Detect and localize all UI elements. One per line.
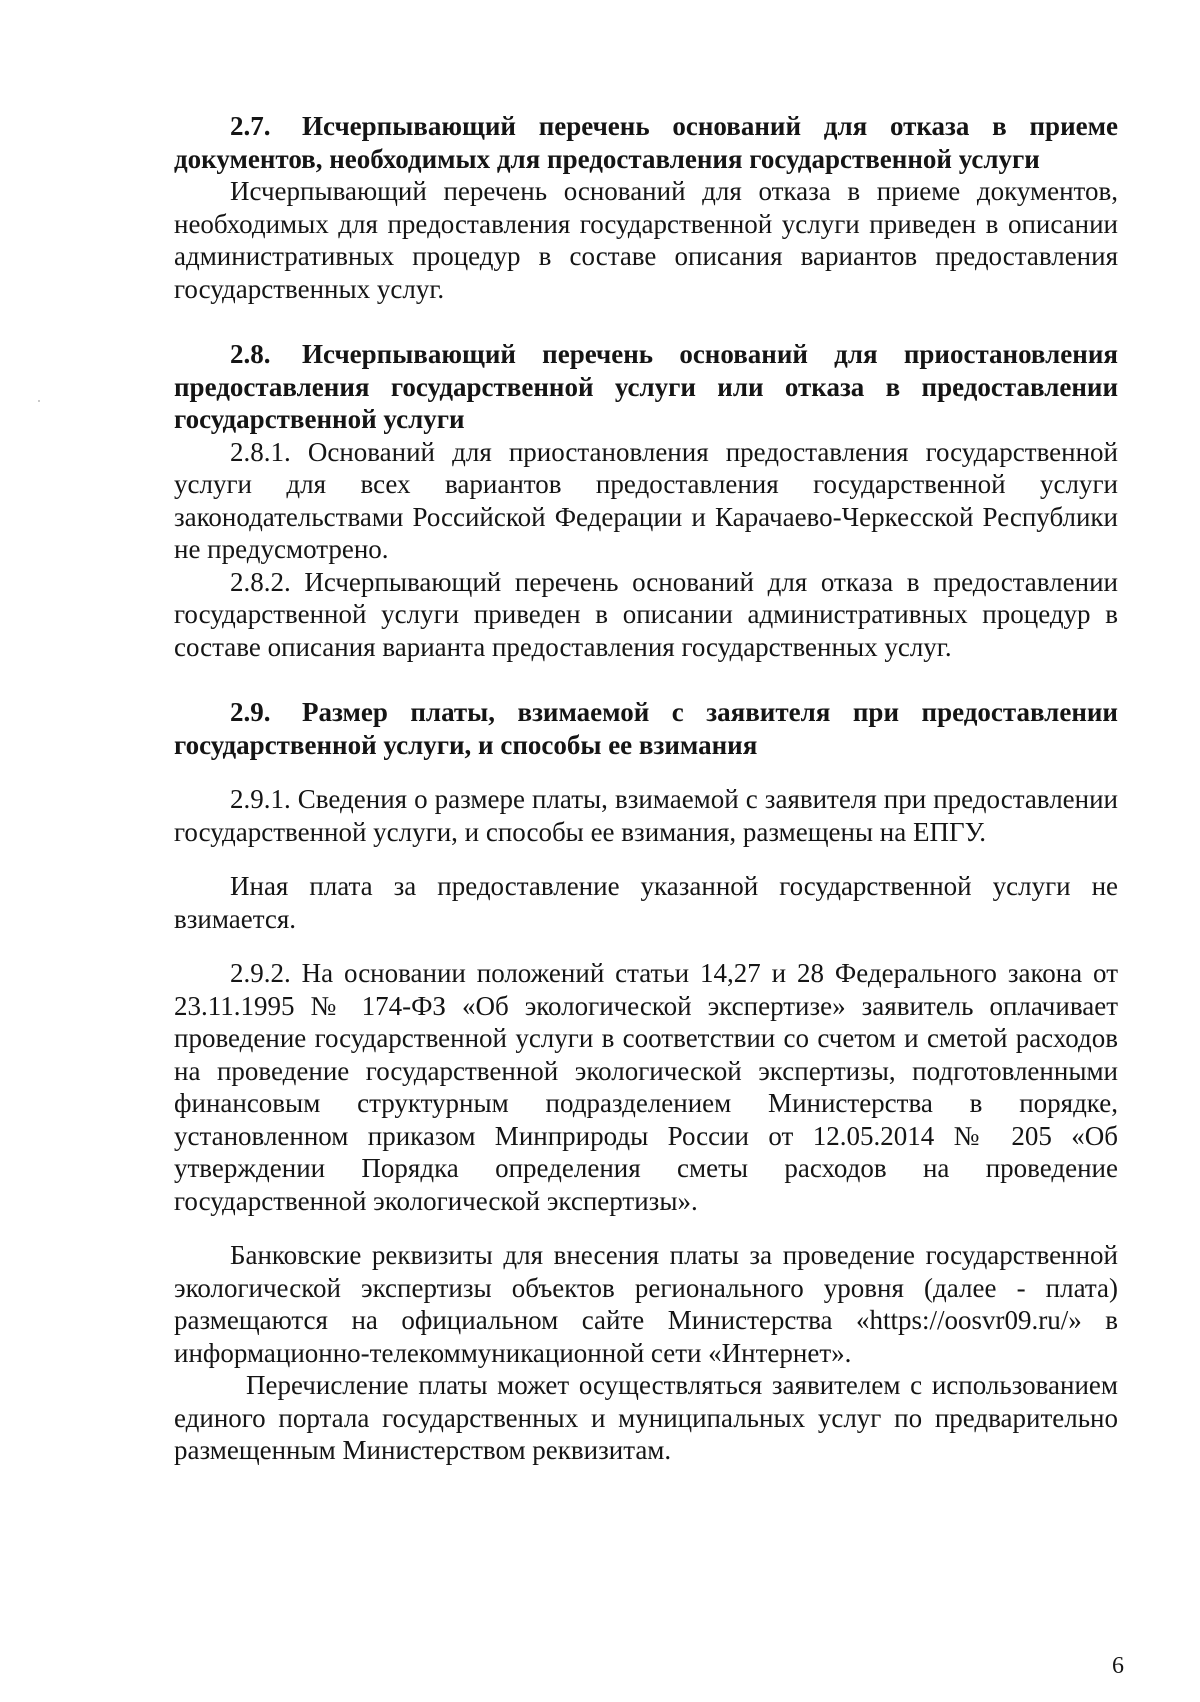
paragraph-2-9-1: 2.9.1. Сведения о размере платы, взимаемой с заявителя при предоставлении государственной услуги, и способы ее взимания, размещены на ЕПГУ. bbox=[174, 784, 1118, 847]
section-title: Исчерпывающий перечень оснований для отказа в приеме документов, необходимых для предоставления государственной услуги bbox=[174, 111, 1118, 174]
section-title: Исчерпывающий перечень оснований для приостановления предоставления государственной услуги или отказа в предоставлении государственной услуги bbox=[174, 339, 1118, 434]
paragraph-bank-details: Банковские реквизиты для внесения платы за проведение государственной экологической экспертизы объектов регионального уровня (далее - плата) размещаются на официальном сайте Министерства «https://oosvr09.ru/» в информационно-телекоммуникационной сети «Интернет». bbox=[174, 1240, 1118, 1368]
section-number: 2.7. bbox=[230, 111, 271, 141]
section-heading-2-7 bbox=[174, 110, 1118, 175]
section-number: 2.9. bbox=[230, 697, 271, 727]
paragraph-payment-method: Перечисление платы может осуществляться заявителем с использованием единого портала государственных и муниципальных услуг по предварительно размещенным Министерством реквизитам. bbox=[174, 1370, 1118, 1465]
paragraph-2-8-1: 2.8.1. Оснований для приостановления предоставления государственной услуги для всех вариантов предоставления государственной услуги законодательствами Российской Федерации и Карачаево-Черкесской Республики не предусмотрено. bbox=[174, 436, 1118, 564]
paragraph-2-7: Исчерпывающий перечень оснований для отказа в приеме документов, необходимых для предоставления государственной услуги приведен в описании административных процедур в составе описания вариантов предоставления государственных услуг. bbox=[174, 176, 1118, 304]
section-heading-2-8 bbox=[174, 338, 1118, 436]
paragraph-2-9-2: 2.9.2. На основании положений статьи 14,27 и 28 Федерального закона от 23.11.1995 № 174-ФЗ «Об экологической экспертизе» заявитель оплачивает проведение государственной услуги в соответствии со счетом и сметой расходов на проведение государственной экологической экспертизы, подготовленными финансовым структурным подразделением Министерства в порядке, установленном приказом Минприроды России от 12.05.2014 № 205 «Об утверждении Порядка определения сметы расходов на проведение государственной экологической экспертизы». bbox=[174, 958, 1118, 1216]
paragraph-other-fee: Иная плата за предоставление указанной государственной услуги не взимается. bbox=[174, 871, 1118, 934]
paragraph-2-8-2: 2.8.2. Исчерпывающий перечень оснований для отказа в предоставлении государственной услуги приведен в описании административных процедур в составе описания варианта предоставления государственных услуг. bbox=[174, 566, 1118, 662]
document-body bbox=[174, 110, 1118, 1467]
scan-speck bbox=[38, 400, 40, 402]
page-number: 6 bbox=[1112, 1653, 1124, 1679]
section-heading-2-9 bbox=[174, 696, 1118, 761]
section-title: Размер платы, взимаемой с заявителя при предоставлении государственной услуги, и способы ее взимания bbox=[174, 697, 1118, 760]
section-number: 2.8. bbox=[230, 339, 271, 369]
